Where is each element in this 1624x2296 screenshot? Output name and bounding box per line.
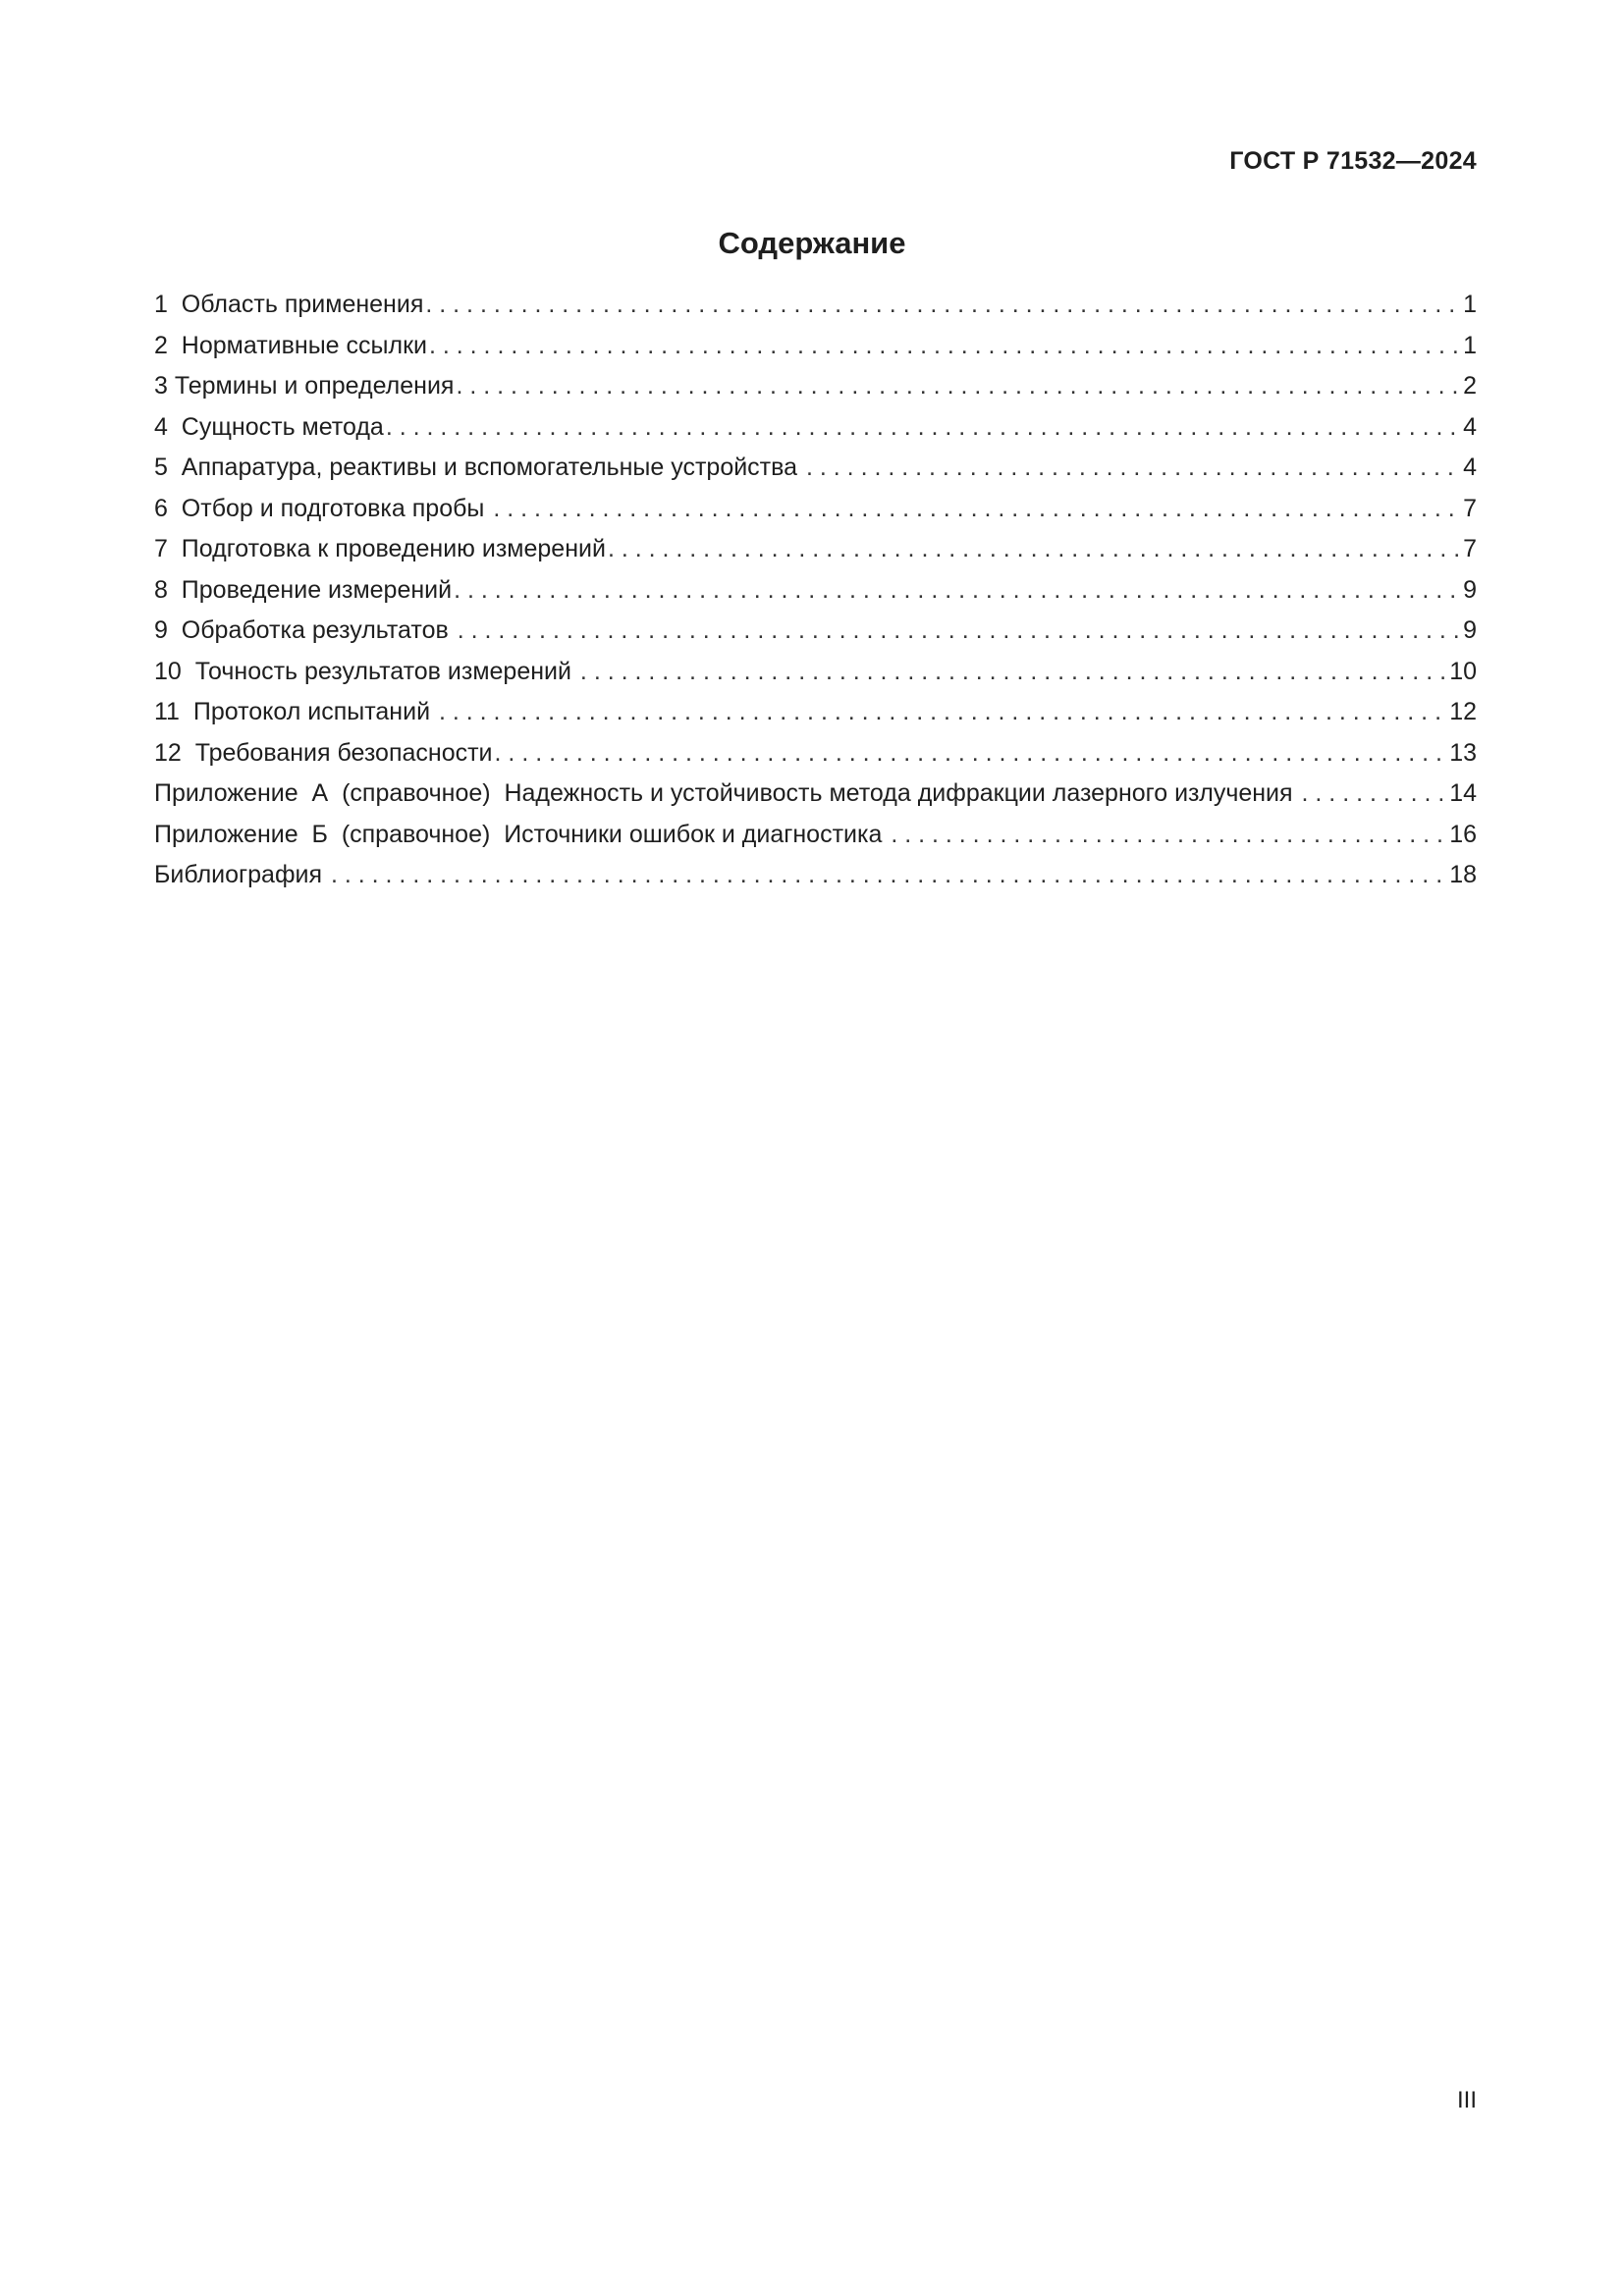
dot-leader xyxy=(386,407,1461,449)
toc-entry-label: 2 Нормативные ссылки xyxy=(154,331,427,359)
page-number: III xyxy=(1456,2087,1477,2113)
dot-leader xyxy=(493,489,1461,530)
toc-entry-label: Библиография xyxy=(154,861,329,888)
toc-entry-page: 12 xyxy=(1449,698,1477,725)
toc-entry-page: 13 xyxy=(1449,738,1477,767)
toc-entry-page: 16 xyxy=(1449,820,1477,848)
toc-entry-7[interactable] xyxy=(154,529,1477,570)
table-of-contents xyxy=(154,285,1477,896)
toc-title: Содержание xyxy=(718,226,906,260)
toc-entry-3[interactable] xyxy=(154,366,1477,407)
toc-entry-label: 8 Проведение измерений xyxy=(154,575,453,604)
toc-entry-9[interactable] xyxy=(154,611,1477,652)
toc-entry-label: 10 Точность результатов измерений xyxy=(154,657,578,685)
toc-entry-10[interactable] xyxy=(154,652,1477,693)
document-code: ГОСТ Р 71532—2024 xyxy=(1229,147,1477,175)
toc-entry-1[interactable] xyxy=(154,285,1477,326)
toc-entry-label: Приложение Б (справочное) Источники ошибок и диагностика xyxy=(154,820,890,848)
toc-entry-label: 9 Обработка результатов xyxy=(154,616,456,644)
toc-entry-page: 7 xyxy=(1463,494,1477,522)
toc-entry-8[interactable] xyxy=(154,570,1477,612)
dot-leader xyxy=(495,733,1448,774)
toc-entry-label: 4 Сущность метода xyxy=(154,412,384,441)
toc-entry-page: 1 xyxy=(1463,291,1477,318)
toc-entry-page: 10 xyxy=(1449,657,1477,685)
dot-leader xyxy=(806,448,1461,489)
toc-entry-page: 18 xyxy=(1449,861,1477,888)
toc-entry-label: Приложение А (справочное) Надежность и устойчивость метода дифракции лазерного излучения xyxy=(154,779,1300,807)
toc-entry-label: 12 Требования безопасности xyxy=(154,738,493,767)
toc-entry-page: 1 xyxy=(1463,331,1477,359)
toc-entry-page: 9 xyxy=(1463,575,1477,604)
toc-entry-page: 9 xyxy=(1463,616,1477,644)
dot-leader xyxy=(608,529,1461,570)
toc-entry-page: 4 xyxy=(1463,412,1477,441)
dot-leader xyxy=(891,815,1447,856)
dot-leader xyxy=(331,855,1447,896)
toc-entry-page: 2 xyxy=(1463,372,1477,400)
toc-entry-page: 14 xyxy=(1449,779,1477,807)
dot-leader xyxy=(458,611,1461,652)
toc-entry-6[interactable] xyxy=(154,489,1477,530)
dot-leader xyxy=(1302,774,1448,815)
toc-entry-appendix-b[interactable] xyxy=(154,815,1477,856)
toc-entry-appendix-a[interactable] xyxy=(154,774,1477,815)
toc-entry-12[interactable] xyxy=(154,733,1477,774)
toc-entry-bibliography[interactable] xyxy=(154,855,1477,896)
toc-entry-5[interactable] xyxy=(154,448,1477,489)
dot-leader xyxy=(454,570,1461,612)
toc-entry-11[interactable] xyxy=(154,692,1477,733)
dot-leader xyxy=(580,652,1447,693)
toc-entry-label: 1 Область применения xyxy=(154,291,424,318)
toc-entry-label: 6 Отбор и подготовка пробы xyxy=(154,494,492,522)
toc-entry-label: 11 Протокол испытаний xyxy=(154,698,437,725)
toc-entry-4[interactable] xyxy=(154,407,1477,449)
dot-leader xyxy=(425,285,1461,326)
dot-leader xyxy=(439,692,1447,733)
dot-leader xyxy=(429,326,1461,367)
toc-entry-label: 5 Аппаратура, реактивы и вспомогательные устройства xyxy=(154,454,804,481)
toc-entry-label: 7 Подготовка к проведению измерений xyxy=(154,535,606,562)
toc-entry-page: 7 xyxy=(1463,535,1477,562)
toc-entry-page: 4 xyxy=(1463,454,1477,481)
dot-leader xyxy=(456,366,1461,407)
toc-entry-2[interactable] xyxy=(154,326,1477,367)
toc-entry-label: 3 Термины и определения xyxy=(154,372,455,400)
